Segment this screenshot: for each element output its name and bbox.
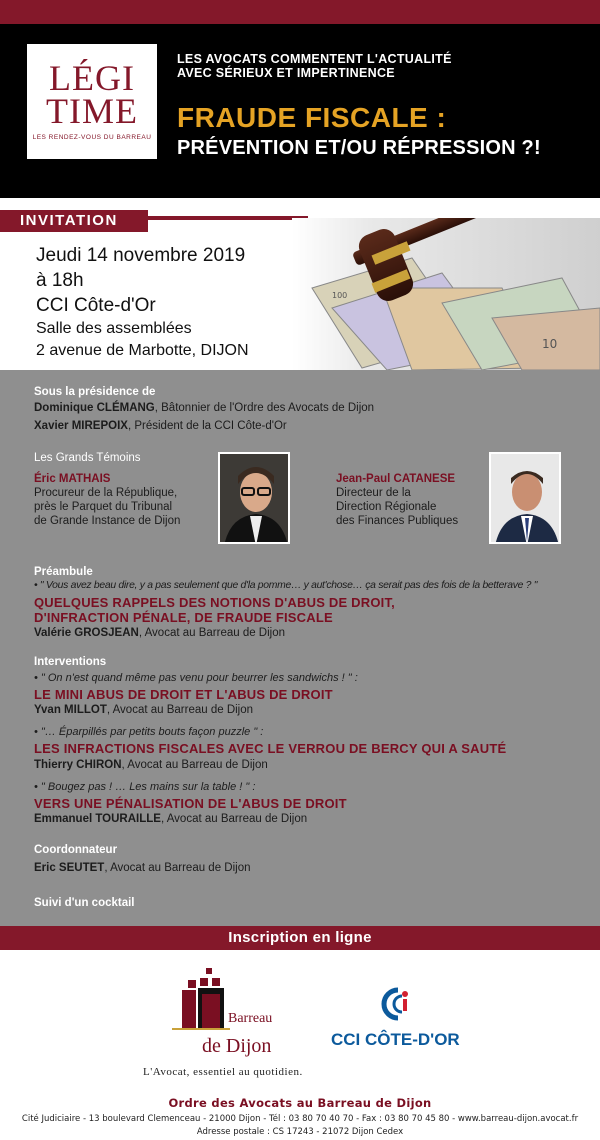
legitime-logo [27,44,157,159]
speaker-role: , Avocat au Barreau de Dijon [106,704,254,716]
footer-postal-address: Adresse postale : CS 17243 - 21072 Dijon Cedex [196,1127,404,1137]
witness-left [34,472,180,528]
presidence-person [34,420,287,432]
event-venue: CCI Côte-d'Or [36,295,156,316]
tagline-line-2: AVEC SÉRIEUX ET IMPERTINENCE [177,66,395,80]
person-name: Dominique CLÉMANG [34,402,155,414]
page-subtitle: PRÉVENTION ET/OU RÉPRESSION ?! [177,137,541,159]
intervention-quote: • " On n'est quand même pas venu pour beurrer les sandwichs ! " : [34,672,358,684]
svg-text:100: 100 [332,291,348,300]
preambule-heading: Préambule [34,566,93,578]
coordinator-role: , Avocat au Barreau de Dijon [104,862,251,874]
barreau-name-2: de Dijon [202,1035,272,1057]
logo-tagline: LES RENDEZ-VOUS DU BARREAU [32,134,152,141]
witness-name: Jean-Paul CATANESE [336,473,456,485]
event-room: Salle des assemblées [36,320,192,337]
barreau-logo-icon [172,968,232,1044]
invitation-label: INVITATION [0,210,148,232]
intervention-title: LES INFRACTIONS FISCALES AVEC LE VERROU DE BERCY QUI A SAUTÉ [34,741,507,756]
cocktail-note: Suivi d'un cocktail [34,897,135,909]
speaker-name: Emmanuel TOURAILLE [34,813,161,825]
witness-left-photo [218,452,290,544]
presidence-person [34,402,374,414]
preambule-speaker [34,627,285,639]
footer-address: Cité Judiciaire - 13 boulevard Clemenceau - 21000 Dijon - Tél : 03 80 70 40 70 - Fax : 03 80 70 45 80 - www.barreau-dijon.avocat.fr [21,1114,579,1124]
witness-role-1: Procureur de la République, [34,487,178,499]
page-title: FRAUDE FISCALE : [177,102,447,133]
coordonnateur-person [34,862,251,874]
speaker-role: , Avocat au Barreau de Dijon [160,813,308,825]
speaker-name: Yvan MILLOT [34,704,107,716]
witness-role-3: de Grande Instance de Dijon [34,515,181,527]
intervention-quote: • " Bougez pas ! … Les mains sur la table ! " : [34,781,256,793]
intervention-speaker [34,813,307,825]
program-panel [0,370,600,926]
coordinator-name: Eric SEUTET [34,862,105,874]
person-role: , Président de la CCI Côte-d'Or [127,420,287,432]
speaker-name: Thierry CHIRON [34,759,122,771]
temoins-heading: Les Grands Témoins [34,452,141,464]
speaker-role: , Avocat au Barreau de Dijon [121,759,268,771]
person-name: Xavier MIREPOIX [34,420,128,432]
presidence-heading: Sous la présidence de [34,386,156,398]
witness-right-photo [489,452,561,544]
speaker-name: Valérie GROSJEAN [34,627,139,639]
event-time: à 18h [36,270,84,291]
witness-role-1: Directeur de la [336,487,411,499]
event-date: Jeudi 14 novembre 2019 [36,245,246,266]
footer [0,950,600,1140]
barreau-name-1: Barreau [228,1011,273,1026]
preambule-quote: • " Vous avez beau dire, y a pas seulement que d'la pomme… y aut'chose… ça serait pas des fois de la betterave ? " [34,580,538,591]
svg-text:10: 10 [542,337,558,351]
witness-role-2: Direction Régionale [336,501,437,513]
ordre-title: Ordre des Avocats au Barreau de Dijon [168,1096,432,1110]
event-address: 2 avenue de Marbotte, DIJON [36,342,249,359]
registration-link[interactable]: Inscription en ligne [0,926,600,950]
speaker-role: , Avocat au Barreau de Dijon [138,627,286,639]
cci-logo-icon [372,986,416,1026]
barreau-slogan: L'Avocat, essentiel au quotidien. [143,1066,303,1078]
witness-right [336,472,458,528]
coordonnateur-heading: Coordonnateur [34,844,118,856]
cci-name: CCI CÔTE-D'OR [331,1030,460,1049]
intervention-speaker [34,759,268,771]
intervention-title: VERS UNE PÉNALISATION DE L'ABUS DE DROIT [34,796,347,811]
invitation-divider [148,216,308,220]
intervention-speaker [34,704,253,716]
witness-name: Éric MATHAIS [34,473,111,485]
header-tagline [177,52,577,80]
witness-role-2: près le Parquet du Tribunal [34,501,173,513]
gavel-banknotes-image [292,218,600,370]
intervention-title: LE MINI ABUS DE DROIT ET L'ABUS DE DROIT [34,687,333,702]
top-bar [0,0,600,24]
event-details [36,243,249,362]
witness-role-3: des Finances Publiques [336,515,459,527]
tagline-line-1: LES AVOCATS COMMENTENT L'ACTUALITÉ [177,52,452,66]
logo-line-1: LÉGI [49,58,135,98]
preambule-title-2: D'INFRACTION PÉNALE, DE FRAUDE FISCALE [34,610,333,625]
logo-line-2: TIME [46,91,138,131]
intervention-quote: • "… Éparpillés par petits bouts façon puzzle " : [34,726,264,738]
preambule-title-1: QUELQUES RAPPELS DES NOTIONS D'ABUS DE DROIT, [34,595,395,610]
interventions-heading: Interventions [34,656,107,668]
person-role: , Bâtonnier de l'Ordre des Avocats de Dijon [154,402,375,414]
